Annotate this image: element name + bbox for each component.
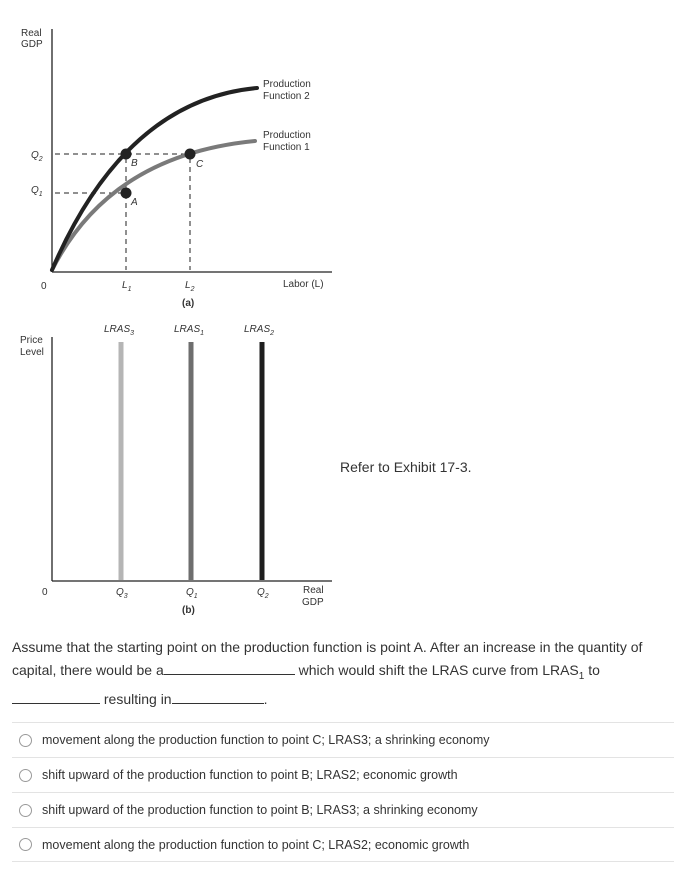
question-part1: Assume that the starting point on the production function is point A. After an increase in the quantity of capital, there would be a: [12, 639, 643, 678]
y-axis-label-line1: Real: [21, 28, 42, 39]
blank-1: [164, 659, 295, 675]
y-tick-q2: $Q_2$: [31, 150, 43, 163]
production-function-2-label-line2: Function 2: [263, 91, 310, 102]
lras3-label: $LRAS_3$: [104, 324, 135, 337]
point-c-label: C: [196, 159, 204, 170]
production-function-2-label-line1: Production: [263, 79, 311, 90]
answer-option-label: movement along the production function to point C; LRAS2; economic growth: [42, 837, 470, 852]
x-tick-q1: $Q_1$: [186, 587, 198, 600]
point-a: [121, 188, 132, 199]
answer-options: [12, 722, 674, 862]
question-part4: resulting in: [103, 690, 172, 707]
x-axis-label-b-line2: GDP: [302, 597, 324, 608]
answer-option-2[interactable]: [12, 757, 674, 792]
blank-2: [12, 688, 100, 704]
origin-label-b: 0: [42, 587, 48, 598]
panel-a-label: (a): [182, 298, 195, 309]
answer-option-label: shift upward of the production function to point B; LRAS3; a shrinking economy: [42, 803, 478, 817]
question-part3: to: [588, 661, 600, 678]
question-part5: .: [263, 690, 268, 707]
point-b: [121, 149, 132, 160]
x-tick-q3: $Q_3$: [116, 587, 128, 600]
y-axis-label-line2: GDP: [21, 39, 43, 50]
x-tick-q2: $Q_2$: [257, 587, 269, 600]
question-part2: which would shift the LRAS curve from LRAS: [298, 661, 579, 678]
radio-button[interactable]: [19, 734, 32, 747]
refer-exhibit-text: Refer to Exhibit 17-3.: [340, 459, 472, 475]
production-function-2-curve: [52, 88, 257, 270]
radio-button[interactable]: [19, 804, 32, 817]
answer-option-3[interactable]: [12, 792, 674, 827]
lras1-label: $LRAS_1$: [174, 324, 205, 337]
x-tick-l2: $L_2$: [185, 280, 195, 293]
panel-b-label: (b): [182, 605, 195, 616]
origin-label-a: 0: [41, 281, 47, 292]
radio-button[interactable]: [19, 769, 32, 782]
point-b-label: B: [131, 158, 138, 169]
production-function-1-curve: [52, 141, 255, 270]
answer-option-label: movement along the production function to point C; LRAS3; a shrinking economy: [42, 733, 490, 747]
y-axis-label-b-line2: Level: [20, 347, 44, 358]
question-sub: 1: [578, 670, 585, 682]
point-a-label: A: [131, 197, 138, 208]
answer-option-4[interactable]: [12, 827, 674, 862]
radio-button[interactable]: [19, 838, 32, 851]
question-text: [12, 636, 682, 710]
answer-option-1[interactable]: [12, 722, 674, 757]
production-function-chart: [0, 0, 696, 315]
y-axis-label-b-line1: Price: [20, 335, 43, 346]
y-tick-q1: $Q_1$: [31, 185, 43, 198]
blank-3: [172, 688, 264, 704]
x-axis-label: Labor (L): [283, 279, 324, 290]
x-tick-l1: $L_1$: [122, 280, 132, 293]
answer-option-label: shift upward of the production function to point B; LRAS2; economic growth: [42, 768, 458, 782]
point-c: [185, 149, 196, 160]
production-function-1-label-line1: Production: [263, 130, 311, 141]
x-axis-label-b-line1: Real: [303, 585, 324, 596]
lras2-label: $LRAS_2$: [244, 324, 275, 337]
production-function-1-label-line2: Function 1: [263, 142, 310, 153]
